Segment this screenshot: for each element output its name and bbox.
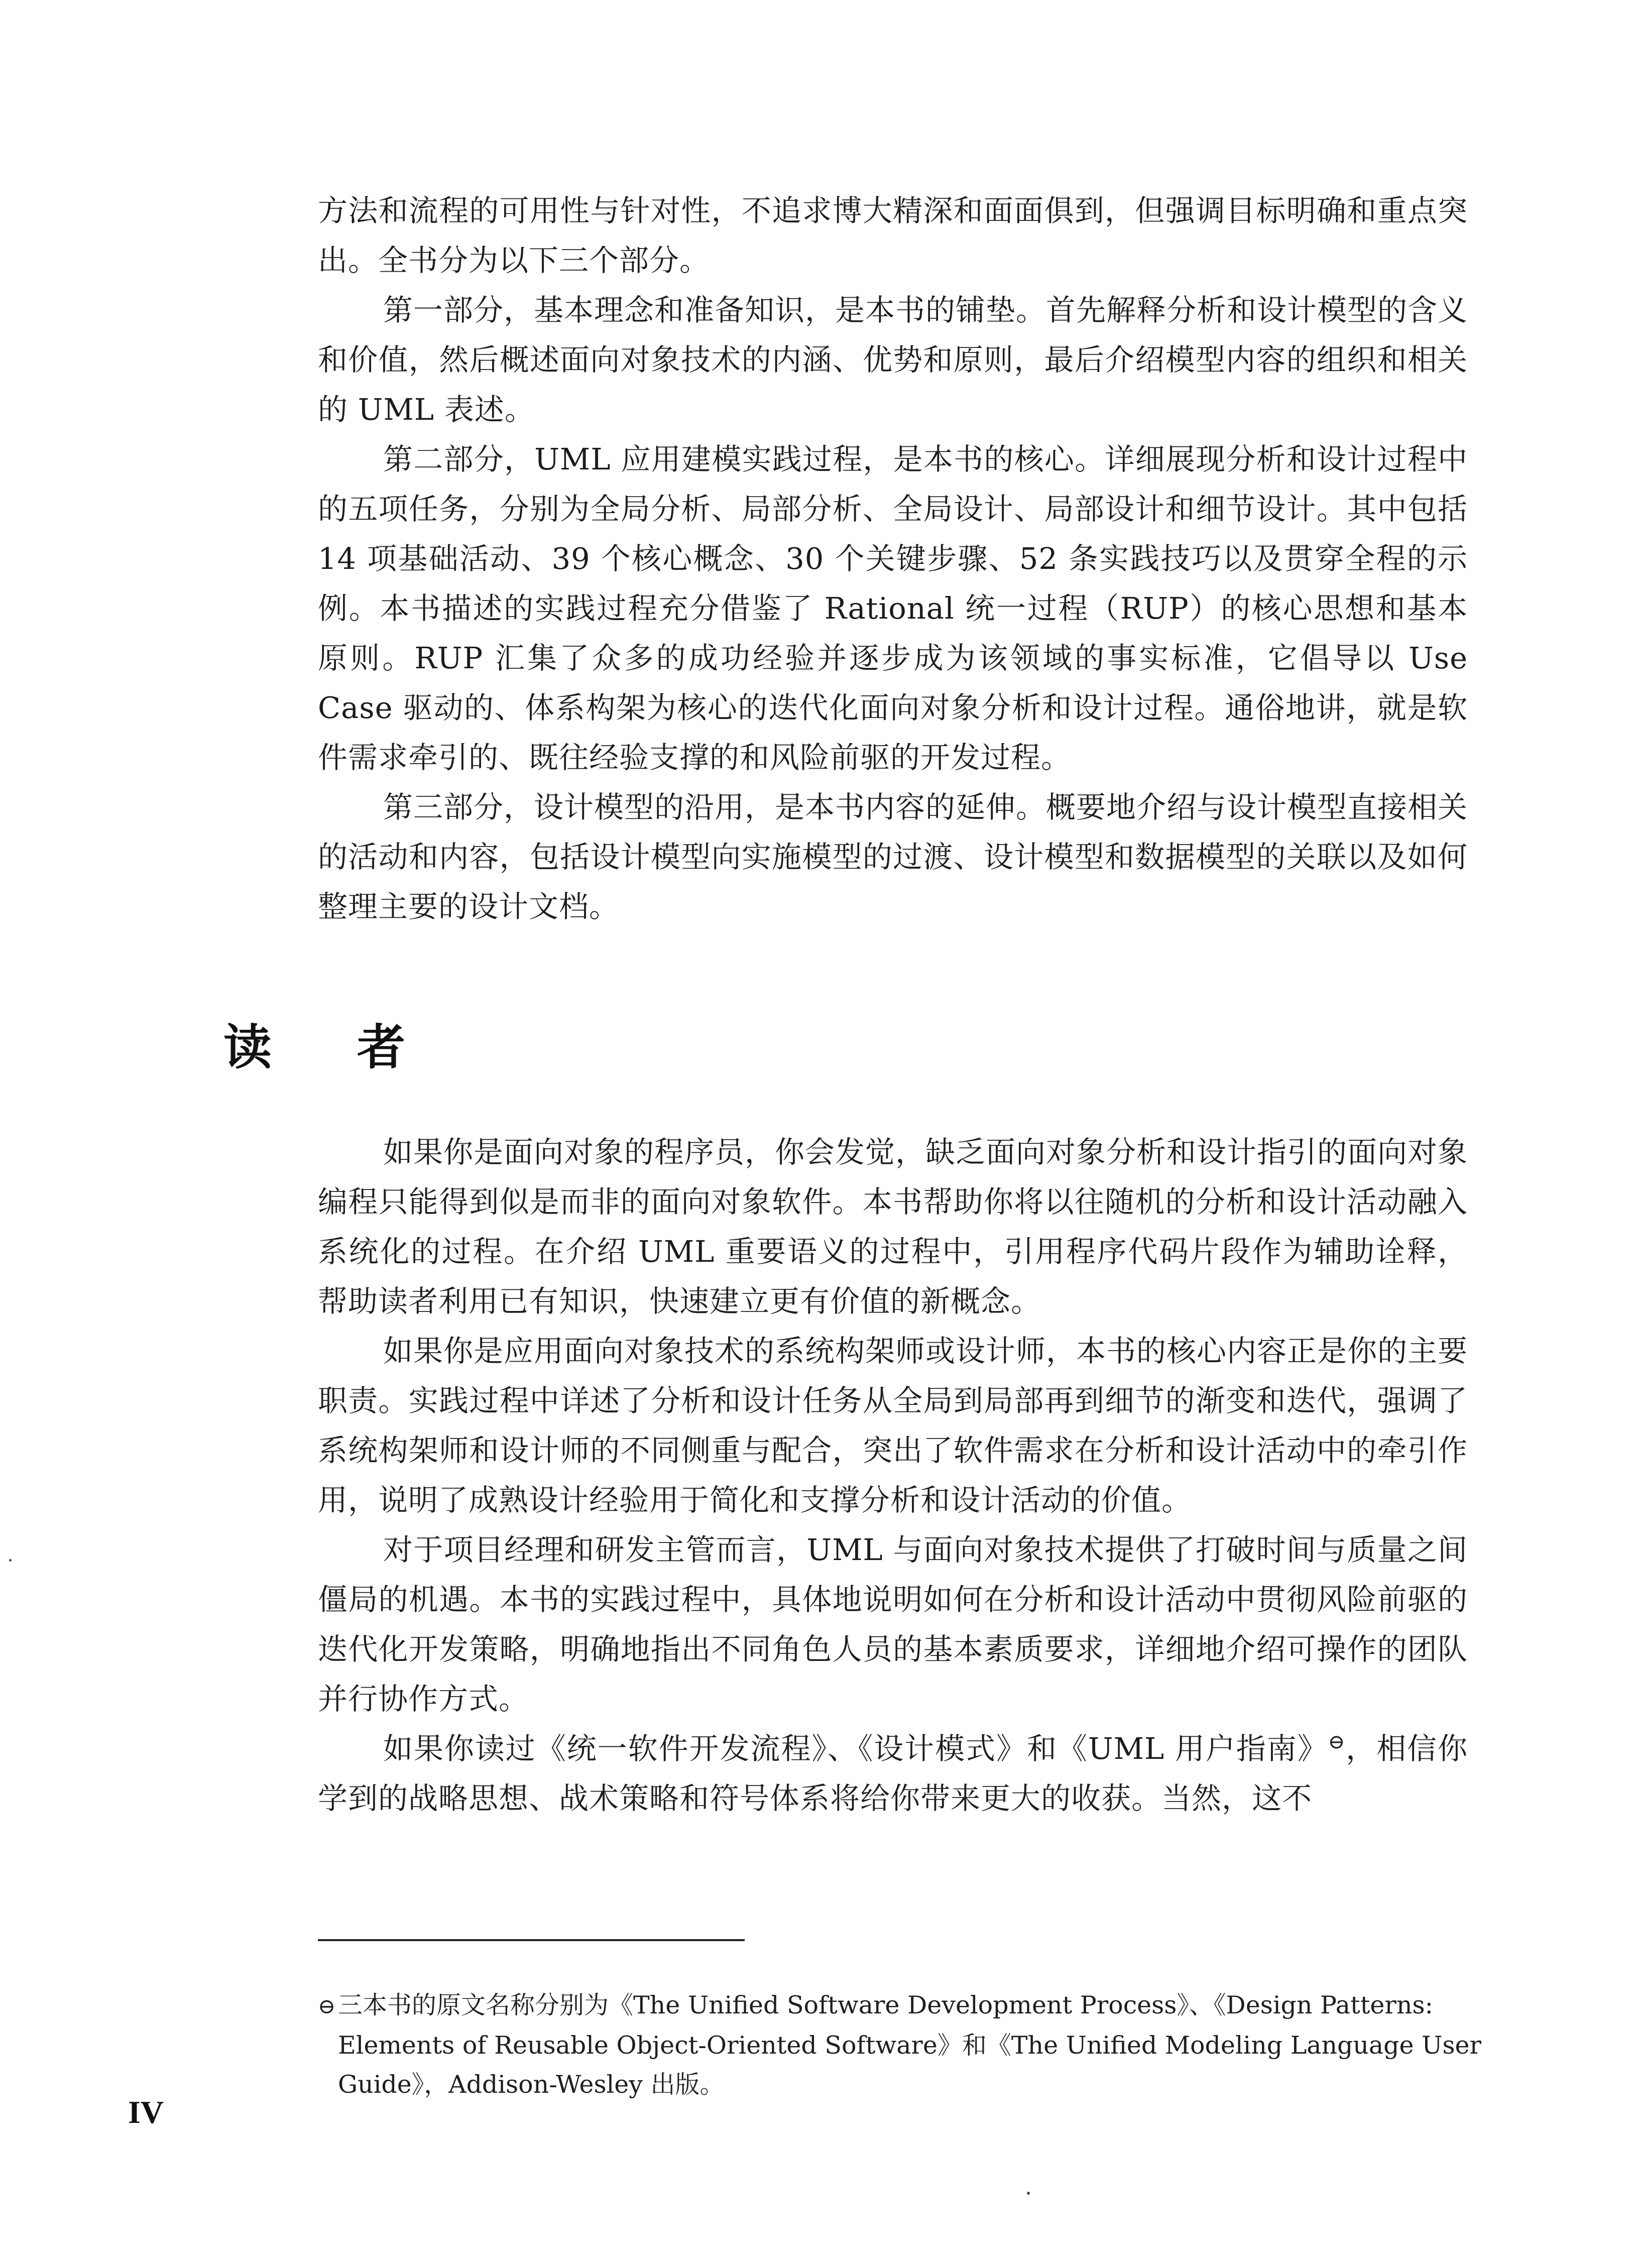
page-number: IV — [128, 2094, 164, 2130]
readers-paragraph-architect: 如果你是应用面向对象技术的系统构架师或设计师，本书的核心内容正是你的主要职责。实践过程中详述了分析和设计任务从全局到局部再到细节的渐变和迭代，强调了系统构架师和设计师的不同侧重与配合，突出了软件需求在分析和设计活动中的牵引作用，说明了成熟设计经验用于简化和支撑分析和设计活动的价值。 — [318, 1334, 1468, 1517]
readers-section — [318, 1127, 1468, 1823]
prior-reading-text-end: ，相信你学到的战略思想、战术策略和符号体系将给你带来更大的收获。当然，这不 — [318, 1731, 1468, 1816]
footnote — [318, 1986, 1483, 2104]
readers-paragraph-manager: 对于项目经理和研发主管而言，UML 与面向对象技术提供了打破时间与质量之间僵局的机遇。本书的实践过程中，具体地说明如何在分析和设计活动中贯彻风险前驱的迭代化开发策略，明确地指出不同角色人员的基本素质要求，详细地介绍可操作的团队并行协作方式。 — [318, 1532, 1468, 1716]
scan-speck — [1027, 2192, 1030, 2195]
prior-reading-text-start: 如果你读过《统一软件开发流程》、《设计模式》和《UML 用户指南》 — [383, 1731, 1328, 1766]
footnote-divider — [318, 1939, 745, 1941]
footnote-body — [318, 1986, 1483, 2104]
intro-paragraph-continued: 方法和流程的可用性与针对性，不追求博大精深和面面俱到，但强调目标明确和重点突出。全书分为以下三个部分。 — [318, 193, 1468, 278]
scan-speck — [9, 1559, 12, 1562]
footnote-reference-mark[interactable]: ⊖ — [1328, 1730, 1346, 1754]
footnote-mark: ⊖ — [318, 1994, 336, 2018]
intro-paragraph-part-two: 第二部分，UML 应用建模实践过程，是本书的核心。详细展现分析和设计过程中的五项任务，分别为全局分析、局部分析、全局设计、局部设计和细节设计。其中包括 14 项基础活动、39 个核心概念、30 个关键步骤、52 条实践技巧以及贯穿全程的示例。本书描述的实践过程充分借鉴了 Rational 统一过程（RUP）的核心思想和基本原则。RUP 汇集了众多的成功经验并逐步成为该领域的事实标准，它倡导以 Use Case 驱动的、体系构架为核心的迭代化面向对象分析和设计过程。通俗地讲，就是软件需求牵引的、既往经验支撑的和风险前驱的开发过程。 — [318, 442, 1468, 775]
readers-paragraph-programmer: 如果你是面向对象的程序员，你会发觉，缺乏面向对象分析和设计指引的面向对象编程只能得到似是而非的面向对象软件。本书帮助你将以往随机的分析和设计活动融入系统化的过程。在介绍 UML 重要语义的过程中，引用程序代码片段作为辅助诠释，帮助读者利用已有知识，快速建立更有价值的新概念。 — [318, 1135, 1468, 1319]
intro-section — [318, 186, 1468, 931]
readers-paragraph-prior-reading — [318, 1724, 1468, 1823]
footnote-text: 三本书的原文名称分别为《The Unified Software Development Process》、《Design Patterns: Elements of Reusable Object-Oriented Software》和《The Unified Modeling Language User Guide》，Addison-Wesley 出版。 — [338, 1991, 1481, 2099]
intro-paragraph-part-one: 第一部分，基本理念和准备知识，是本书的铺垫。首先解释分析和设计模型的含义和价值，然后概述面向对象技术的内涵、优势和原则，最后介绍模型内容的组织和相关的 UML 表述。 — [318, 293, 1468, 427]
intro-paragraph-part-three: 第三部分，设计模型的沿用，是本书内容的延伸。概要地介绍与设计模型直接相关的活动和内容，包括设计模型向实施模型的过渡、设计模型和数据模型的关联以及如何整理主要的设计文档。 — [318, 790, 1468, 924]
readers-heading: 读者 — [223, 1019, 491, 1076]
